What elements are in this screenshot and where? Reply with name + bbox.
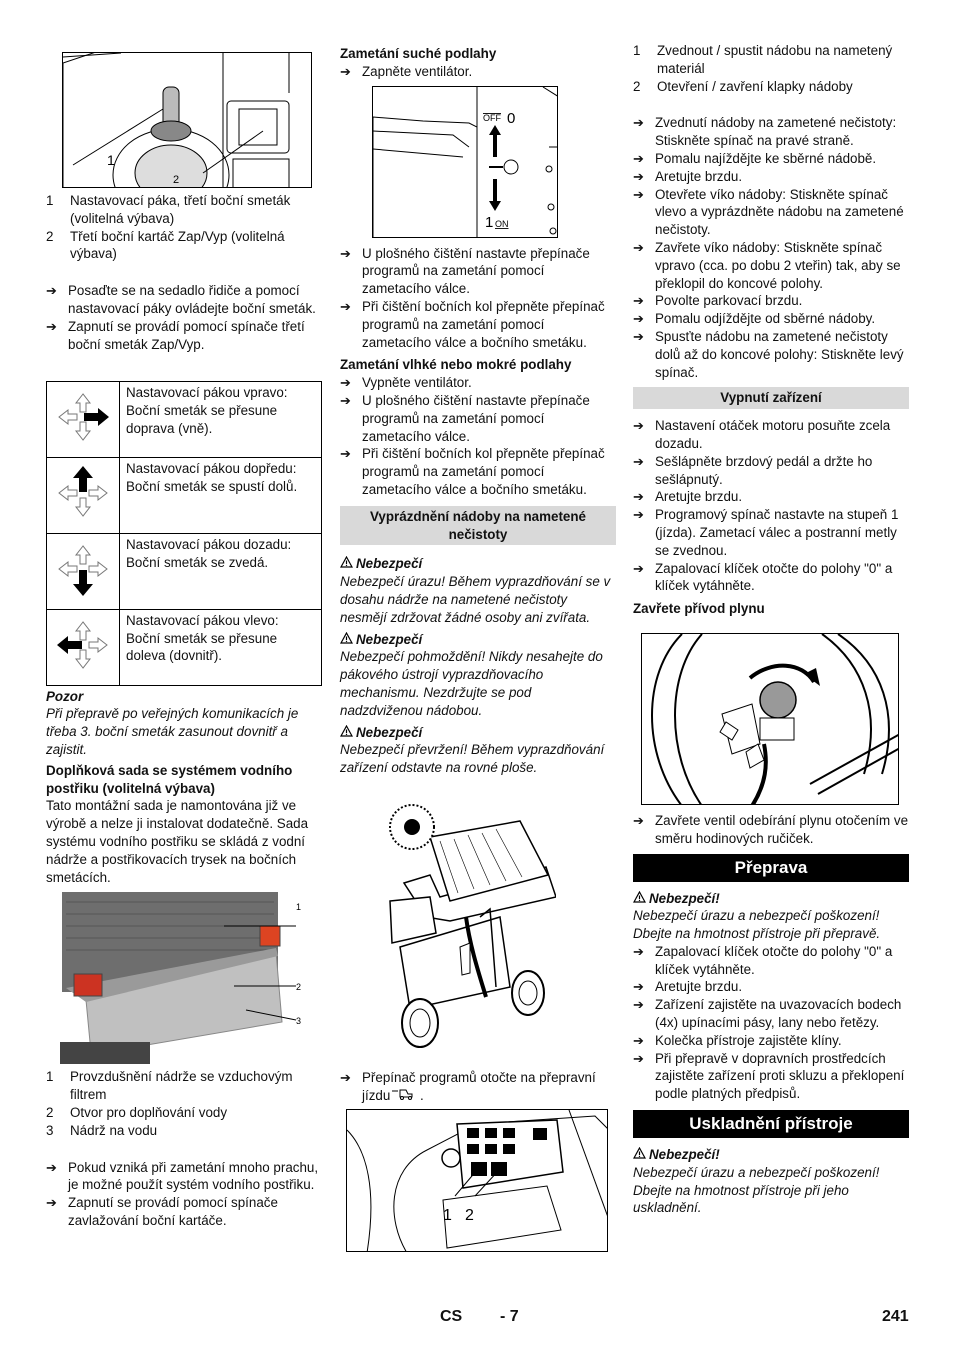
transport-drive-icon xyxy=(390,1087,416,1105)
warning-triangle-icon xyxy=(633,1146,649,1164)
list-item: 1 Provzdušnění nádrže se vzduchovým filtrem xyxy=(46,1069,293,1103)
list-item: ➔ Vypněte ventilátor. xyxy=(340,375,472,391)
kit-text: Tato montážní sada je namontována již ve výrobě a nelze ji instalovat dodatečně. Sada systému vodního postřiku se skládá z vodní nádrže a postřikovacích trysek na bočních smetácích. xyxy=(46,798,309,885)
table-row: Nastavovací pákou dozadu: Boční smeták se zvedá. xyxy=(47,533,322,609)
arrow-bullet-icon: ➔ xyxy=(340,63,351,79)
list-item: ➔ Zařízení zajistěte na uvazovacích bodech (4x) upínacími pásy, lany nebo řetězy. xyxy=(633,997,902,1031)
list-item: 1 Nastavovací páka, třetí boční smeták (volitelná výbava) xyxy=(46,193,291,226)
transport-drive-step xyxy=(340,1069,616,1105)
list-item: ➔ Otevřete víko nádoby: Stiskněte spínač vlevo a vyprázdněte nádobu na zametené nečistoty. xyxy=(633,186,904,238)
shutdown-steps xyxy=(633,417,909,595)
arrow-bullet-icon: ➔ xyxy=(633,328,644,344)
list-item: ➔ Povolte parkovací brzdu. xyxy=(633,293,803,309)
list-item: ➔ Zapnutí se provádí pomocí spínače třetí boční smeták Zap/Vyp. xyxy=(46,318,305,352)
water-tank-photo xyxy=(46,892,304,1064)
arrow-bullet-icon: ➔ xyxy=(633,453,644,469)
fig1-label-1: 1 xyxy=(107,152,115,168)
list-item: ➔ U plošného čištění nastavte přepínače programů na zametání pomocí zametacího válce. xyxy=(340,392,590,444)
warning-heading: Nebezpečí xyxy=(340,555,616,573)
list-item: ➔ Zapalovací klíček otočte do polohy "0" a klíček vytáhněte. xyxy=(633,943,893,977)
warning-triangle-icon xyxy=(340,724,356,742)
arrow-bullet-icon: ➔ xyxy=(633,418,644,434)
list-item: ➔ Sešlápněte brzdový pedál a držte ho sešlápnutý. xyxy=(633,453,873,487)
arrow-bullet-icon: ➔ xyxy=(46,283,57,299)
storage-warning: Nebezpečí! Nebezpečí úrazu a nebezpečí poškození! Dbejte na hmotnost přístroje při jeho uskladnění. xyxy=(633,1146,909,1217)
warning-block: Nebezpečí Nebezpečí úrazu! Během vyprazdňování se v dosahu nádrže na nametené nečistoty nesmějí zdržovat žádné osoby ani zvířata. xyxy=(340,555,616,626)
list-item: ➔ Pomalu odjíždějte od sběrné nádoby. xyxy=(633,311,876,327)
warning-block: Nebezpečí Nebezpečí pohmoždění! Nikdy nesahejte do pákového ústrojí vyprazdňovacího mechanismu. Nezdržujte se pod nadzdviženou nádobou. xyxy=(340,631,616,720)
panel-legend xyxy=(633,42,909,95)
arrow-bullet-icon: ➔ xyxy=(633,560,644,576)
list-item: 2 Třetí boční kartáč Zap/Vyp (volitelná výbava) xyxy=(46,228,285,262)
warning-block: Nebezpečí Nebezpečí převržení! Během vyprazdňování zařízení odstavte na rovné ploše. xyxy=(340,724,616,777)
arrow-bullet-icon: ➔ xyxy=(633,168,644,184)
warning-triangle-icon xyxy=(633,890,649,908)
joystick-figure xyxy=(62,52,312,188)
arrow-bullet-icon: ➔ xyxy=(46,1159,57,1175)
arrow-bullet-icon: ➔ xyxy=(633,979,644,995)
list-item: ➔ Zvednutí nádoby na zametené nečistoty: Stiskněte spínač na pravé straně. xyxy=(633,115,897,149)
warning-heading: Nebezpečí! xyxy=(633,890,909,908)
arrow-bullet-icon: ➔ xyxy=(46,1195,57,1211)
fig2-legend xyxy=(46,1068,322,1139)
list-item: ➔ Pokud vzniká při zametání mnoho prachu, je možné použít systém vodního postřiku. xyxy=(46,1159,319,1193)
empty-container-title: Vyprázdnění nádoby na nametené nečistoty xyxy=(340,506,616,546)
list-item: ➔ Programový spínač nastavte na stupeň 1 (jízda). Zametací válec a postranní metly se zvednou. xyxy=(633,507,899,558)
lever-direction-table xyxy=(46,381,322,685)
arrow-bullet-icon: ➔ xyxy=(633,115,644,131)
dry-title: Zametání suché podlahy xyxy=(340,46,497,61)
empty-steps xyxy=(633,114,909,381)
panel-label-2: 2 xyxy=(465,1207,474,1225)
list-item: ➔ Při čištění bočních kol přepněte přepínač programů na zametání pomocí zametacího válce a bočního smetáku. xyxy=(340,298,605,350)
list-item: ➔ Aretujte brzdu. xyxy=(633,168,743,184)
steps-list-1 xyxy=(46,282,322,353)
arrow-right-icon xyxy=(47,382,120,458)
arrow-bullet-icon: ➔ xyxy=(633,1050,644,1066)
arrow-bullet-icon: ➔ xyxy=(633,997,644,1013)
arrow-bullet-icon: ➔ xyxy=(633,507,644,523)
list-item: ➔ Zapalovací klíček otočte do polohy "0" a klíček vytáhněte. xyxy=(633,560,893,594)
arrow-bullet-icon: ➔ xyxy=(633,1032,644,1048)
transport-warning: Nebezpečí! Nebezpečí úrazu a nebezpečí poškození! Dbejte na hmotnost přístroje při přepravě. xyxy=(633,890,909,943)
storage-title: Uskladnění přístroje xyxy=(633,1110,909,1138)
gas-steps xyxy=(633,812,909,848)
arrow-bullet-icon: ➔ xyxy=(340,1069,351,1085)
list-item: 2 Otvor pro doplňování vody xyxy=(46,1104,228,1120)
ventilator-switch-figure xyxy=(372,86,558,238)
list-item: ➔ Zapnutí se provádí pomocí spínače zavlažování boční kartáče. xyxy=(46,1195,278,1228)
table-row: Nastavovací pákou vlevo: Boční smeták se přesune doleva (dovnitř). xyxy=(47,609,322,685)
switch-one-label: 1 xyxy=(485,213,494,231)
arrow-bullet-icon: ➔ xyxy=(46,318,57,334)
transport-steps xyxy=(633,943,909,1103)
list-item: ➔ Zavřete víko nádoby: Stiskněte spínač vpravo (cca. po dobu 2 vteřin) tak, aby se překlopil do koncové polohy. xyxy=(633,239,901,291)
gas-valve-figure xyxy=(641,633,899,805)
fig2-label-3: 3 xyxy=(296,1016,302,1027)
warning-heading: Nebezpečí xyxy=(340,631,616,649)
list-item: ➔ U plošného čištění nastavte přepínače programů na zametání pomocí zametacího válce. xyxy=(340,245,590,297)
list-item: ➔ Aretujte brzdu. xyxy=(633,979,743,995)
column-2 xyxy=(340,42,616,1252)
shutdown-title: Vypnutí zařízení xyxy=(633,387,909,409)
list-item: ➔ Přepínač programů otočte na přepravní jízdu . xyxy=(340,1069,616,1105)
list-item: ➔ Aretujte brzdu. xyxy=(633,489,743,505)
warning-triangle-icon xyxy=(340,631,356,649)
kit-title: Doplňková sada se systémem vodního postřiku (volitelná výbava) xyxy=(46,762,293,796)
arrow-bullet-icon: ➔ xyxy=(633,293,644,309)
list-item: 3 Nádrž na vodu xyxy=(46,1122,158,1138)
switch-on-label: ON xyxy=(495,218,509,229)
footer-language: CS xyxy=(440,1308,463,1325)
arrow-bullet-icon: ➔ xyxy=(340,245,351,261)
fig2-label-1: 1 xyxy=(296,902,302,913)
sweeper-dump-figure xyxy=(370,797,556,1053)
arrow-bullet-icon: ➔ xyxy=(340,298,351,314)
table-row: Nastavovací pákou dopředu: Boční smeták se spustí dolů. xyxy=(47,458,322,534)
switch-zero-label: 0 xyxy=(507,109,516,127)
list-item: ➔ Zapněte ventilátor. xyxy=(340,63,473,79)
arrow-bullet-icon: ➔ xyxy=(633,239,644,255)
arrow-down-icon xyxy=(47,533,120,609)
pozor-title: Pozor xyxy=(46,688,84,704)
steps-list-2 xyxy=(46,1159,322,1230)
column-1 xyxy=(46,42,322,1230)
wet-steps xyxy=(340,374,616,499)
list-item: ➔ Při čištění bočních kol přepněte přepínač programů na zametání pomocí zametacího válce a bočního smetáku. xyxy=(340,446,605,497)
transport-title: Přeprava xyxy=(633,854,909,882)
arrow-bullet-icon: ➔ xyxy=(633,812,644,828)
arrow-bullet-icon: ➔ xyxy=(340,446,351,462)
list-item: 1 Zvednout / spustit nádobu na nametený materiál xyxy=(633,43,893,76)
arrow-bullet-icon: ➔ xyxy=(633,186,644,202)
fig1-legend xyxy=(46,192,322,263)
column-3 xyxy=(633,42,909,1217)
control-panel-figure xyxy=(346,1109,608,1252)
warning-heading: Nebezpečí xyxy=(340,724,616,742)
arrow-bullet-icon: ➔ xyxy=(633,489,644,505)
footer-page-number: 241 xyxy=(882,1308,909,1325)
list-item: ➔ Posaďte se na sedadlo řidiče a pomocí nastavovací páky ovládejte boční smeták. xyxy=(46,283,316,316)
switch-off-label: OFF xyxy=(483,112,501,123)
arrow-up-icon xyxy=(47,458,120,534)
arrow-bullet-icon: ➔ xyxy=(340,375,351,391)
fig2-label-2: 2 xyxy=(296,982,302,993)
arrow-bullet-icon: ➔ xyxy=(340,392,351,408)
gas-title: Zavřete přívod plynu xyxy=(633,601,765,617)
footer-local-page: - 7 xyxy=(500,1308,519,1325)
dry-first-step xyxy=(340,63,616,81)
arrow-bullet-icon: ➔ xyxy=(633,150,644,166)
list-item: ➔ Zavřete ventil odebírání plynu otočením ve směru hodinových ručiček. xyxy=(633,812,909,846)
list-item: ➔ Spusťte nádobu na zametené nečistoty dolů až do koncové polohy: Stiskněte levý spínač. xyxy=(633,328,904,380)
wet-title: Zametání vlhké nebo mokré podlahy xyxy=(340,357,572,373)
dry-steps xyxy=(340,245,616,352)
list-item: 2 Otevření / zavření klapky nádoby xyxy=(633,78,853,94)
list-item: ➔ Při přepravě v dopravních prostředcích zajistěte zařízení proti skluzu a překlopení podle platných předpisů. xyxy=(633,1050,905,1102)
panel-label-1: 1 xyxy=(443,1207,452,1225)
warning-triangle-icon xyxy=(340,555,356,573)
arrow-bullet-icon: ➔ xyxy=(633,943,644,959)
pozor-text: Při přepravě po veřejných komunikacích je třeba 3. boční smeták zasunout dovnitř a zajistit. xyxy=(46,706,299,757)
arrow-left-icon xyxy=(47,609,120,685)
arrow-bullet-icon: ➔ xyxy=(633,311,644,327)
list-item: ➔ Kolečka přístroje zajistěte klíny. xyxy=(633,1032,842,1048)
warning-heading: Nebezpečí! xyxy=(633,1146,909,1164)
list-item: ➔ Nastavení otáček motoru posuňte zcela dozadu. xyxy=(633,418,891,451)
list-item: ➔ Pomalu najíždějte ke sběrné nádobě. xyxy=(633,150,877,166)
fig1-label-2: 2 xyxy=(173,174,180,186)
table-row: Nastavovací pákou vpravo: Boční smeták se přesune doprava (vně). xyxy=(47,382,322,458)
